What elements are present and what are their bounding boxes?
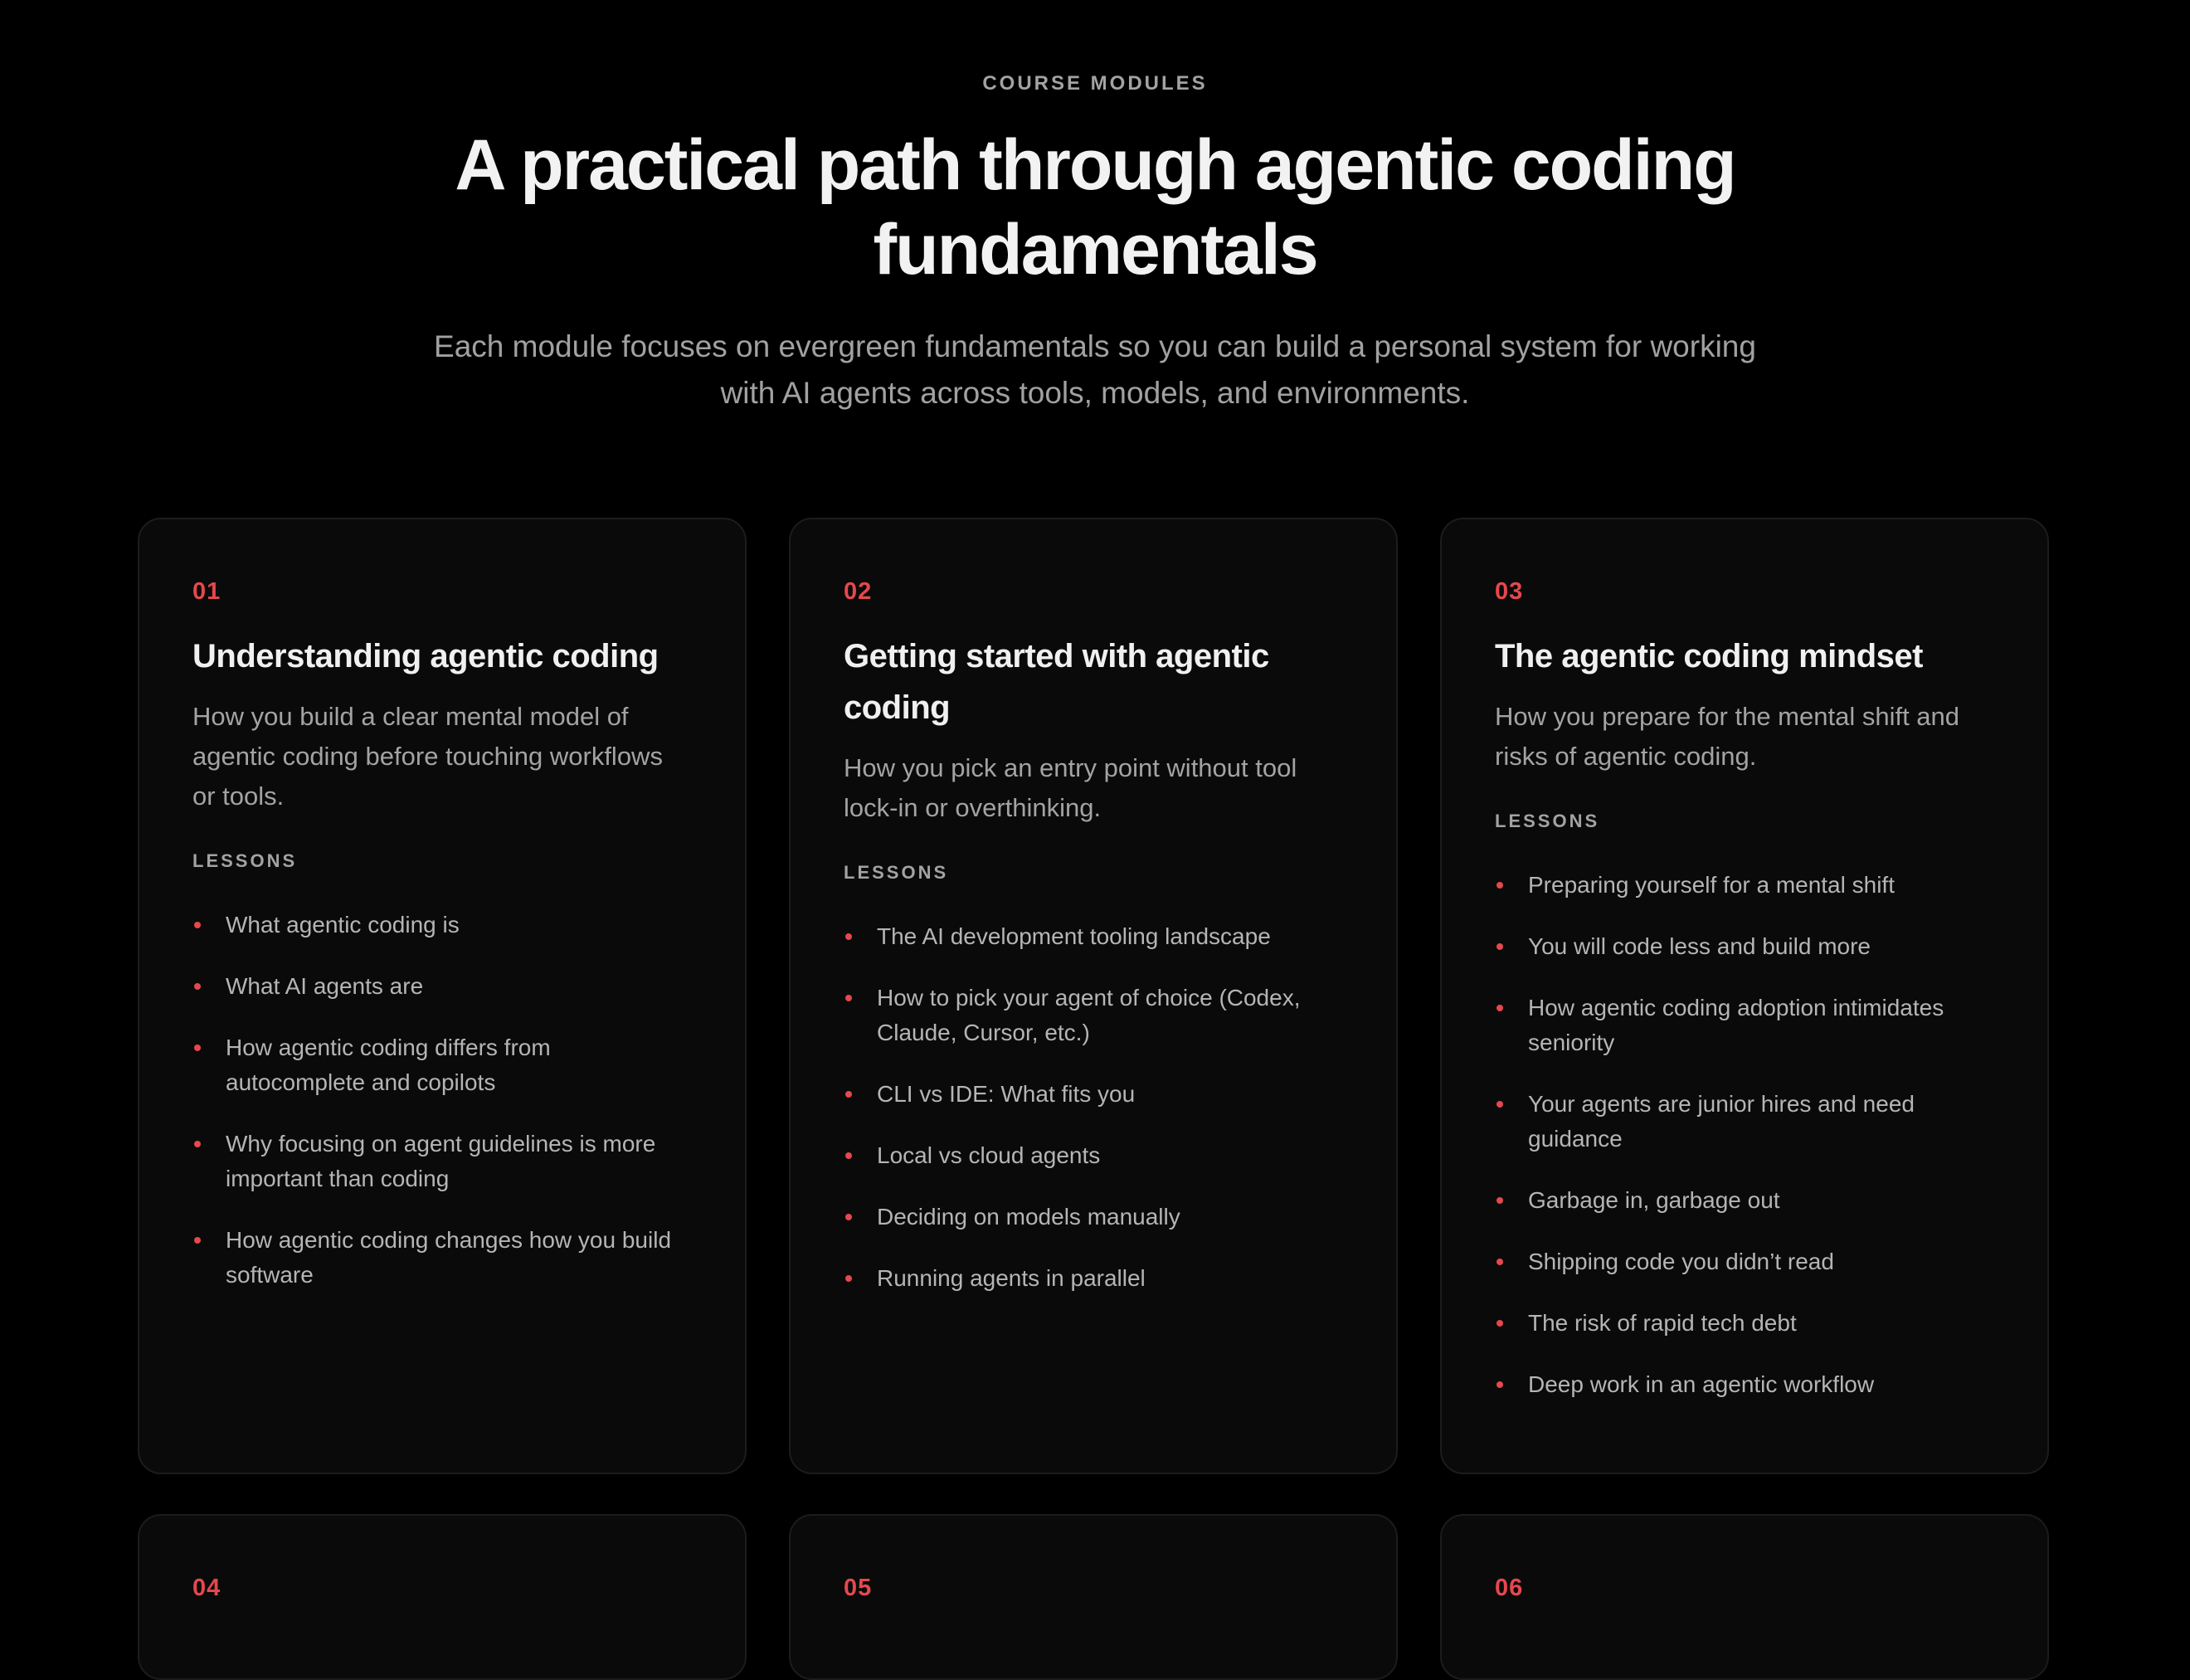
lessons-list [844, 919, 1343, 1296]
lesson-item [844, 919, 1343, 954]
module-card-06 [1440, 1514, 2049, 1680]
lesson-text: Running agents in parallel [877, 1265, 1146, 1291]
lesson-item [1495, 1087, 1994, 1157]
bullet-icon [1496, 1259, 1503, 1265]
lesson-text: Preparing yourself for a mental shift [1528, 872, 1895, 898]
section-eyebrow: COURSE MODULES [982, 72, 1208, 95]
bullet-icon [845, 1091, 852, 1098]
lessons-label: LESSONS [844, 862, 949, 883]
lesson-text: How agentic coding adoption intimidates seniority [1528, 995, 1944, 1055]
bullet-icon [845, 1152, 852, 1159]
module-description: How you prepare for the mental shift and risks of agentic coding. [1495, 702, 1960, 771]
module-title: The agentic coding mindset [1495, 638, 1923, 674]
bullet-icon [845, 933, 852, 940]
bullet-icon [1496, 1005, 1503, 1011]
lessons-list [192, 908, 692, 1293]
module-title: Getting started with agentic coding [844, 638, 1269, 726]
lesson-text: Deciding on models manually [877, 1204, 1180, 1230]
lesson-text: Why focusing on agent guidelines is more important than coding [226, 1131, 656, 1191]
bullet-icon [194, 922, 201, 928]
lesson-item [192, 1223, 692, 1293]
bullet-icon [1496, 943, 1503, 950]
lesson-item [1495, 991, 1994, 1060]
lesson-item [1495, 1367, 1994, 1402]
lesson-item [192, 1127, 692, 1196]
module-description: How you build a clear mental model of agentic coding before touching workflows or tools. [192, 702, 663, 811]
lesson-text: Garbage in, garbage out [1528, 1187, 1780, 1213]
section-subtitle: Each module focuses on evergreen fundamentals so you can build a personal system for working with AI agents across tools, models, and environments. [434, 329, 1756, 410]
lesson-item [1495, 1183, 1994, 1218]
module-number: 04 [192, 1575, 221, 1601]
module-number: 03 [1495, 578, 1524, 605]
module-card-01 [138, 518, 747, 1474]
lesson-text: The AI development tooling landscape [877, 923, 1271, 949]
lesson-text: The risk of rapid tech debt [1528, 1310, 1797, 1336]
lesson-item [844, 1138, 1343, 1173]
module-title: Understanding agentic coding [192, 638, 659, 674]
lesson-item [844, 1077, 1343, 1112]
lesson-item [1495, 929, 1994, 964]
bullet-icon [194, 1237, 201, 1244]
lesson-item [192, 1030, 692, 1100]
lessons-label: LESSONS [1495, 811, 1600, 831]
lesson-item [192, 908, 692, 942]
bullet-icon [1496, 1320, 1503, 1327]
module-description: How you pick an entry point without tool lock-in or overthinking. [844, 753, 1297, 822]
lesson-text: Deep work in an agentic workflow [1528, 1371, 1875, 1397]
lesson-text: How agentic coding changes how you build software [226, 1227, 672, 1288]
lesson-text: What AI agents are [226, 973, 424, 999]
lesson-item [844, 1200, 1343, 1234]
lesson-text: CLI vs IDE: What fits you [877, 1081, 1136, 1107]
bullet-icon [1496, 882, 1503, 889]
bullet-icon [1496, 1381, 1503, 1388]
bullet-icon [1496, 1197, 1503, 1204]
module-number: 05 [844, 1575, 873, 1601]
module-number: 02 [844, 578, 873, 605]
bullet-icon [194, 983, 201, 990]
lesson-item [1495, 1306, 1994, 1341]
lesson-item [1495, 868, 1994, 903]
module-card-05 [789, 1514, 1398, 1680]
lesson-text: Local vs cloud agents [877, 1142, 1101, 1168]
bullet-icon [845, 1214, 852, 1220]
bullet-icon [194, 1045, 201, 1051]
lesson-item [844, 1261, 1343, 1296]
lessons-label: LESSONS [192, 850, 298, 871]
lesson-text: How agentic coding differs from autocomplete and copilots [226, 1035, 551, 1095]
module-number: 06 [1495, 1575, 1524, 1601]
bullet-icon [845, 995, 852, 1001]
bullet-icon [845, 1275, 852, 1282]
lesson-text: What agentic coding is [226, 912, 460, 937]
lesson-item [192, 969, 692, 1004]
lesson-text: Shipping code you didn’t read [1528, 1249, 1834, 1274]
lesson-text: Your agents are junior hires and need guidance [1528, 1091, 1915, 1152]
section-title: A practical path through agentic coding fundamentals [455, 125, 1735, 290]
module-number: 01 [192, 578, 221, 605]
lesson-item [844, 981, 1343, 1050]
lessons-list [1495, 868, 1994, 1402]
module-card-04 [138, 1514, 747, 1680]
module-card-02 [789, 518, 1398, 1474]
lesson-text: How to pick your agent of choice (Codex, Claude, Cursor, etc.) [877, 985, 1301, 1045]
module-card-03 [1440, 518, 2049, 1474]
lesson-text: You will code less and build more [1528, 933, 1871, 959]
bullet-icon [1496, 1101, 1503, 1108]
lesson-item [1495, 1244, 1994, 1279]
bullet-icon [194, 1141, 201, 1147]
